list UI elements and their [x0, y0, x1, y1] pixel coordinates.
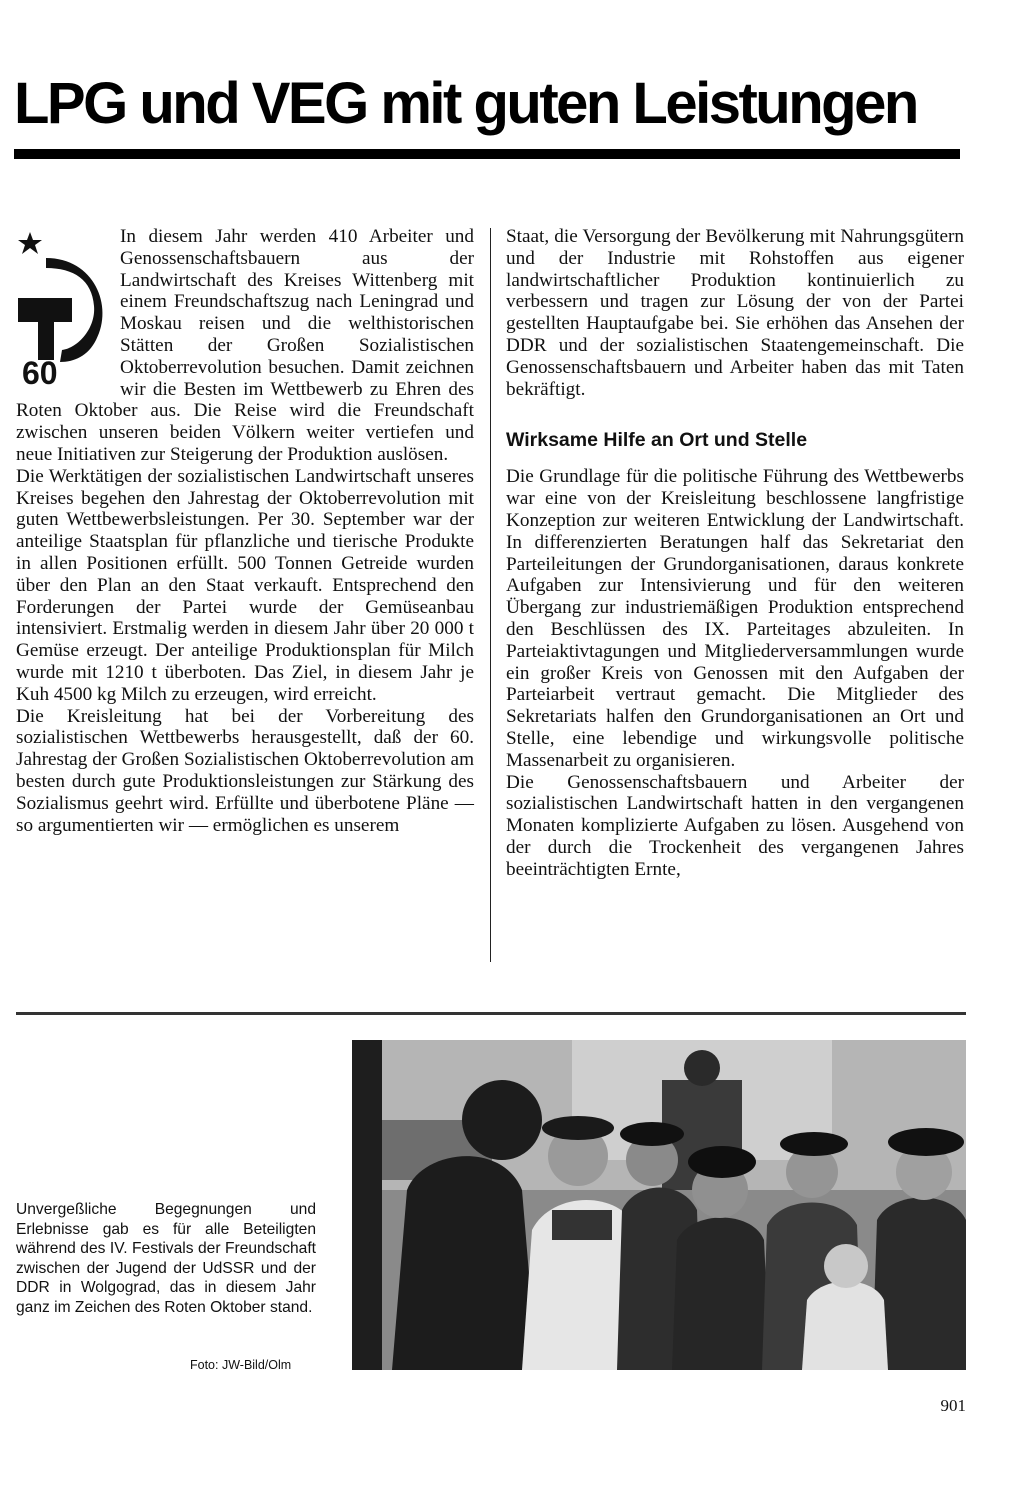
headline-rule: [14, 149, 960, 159]
body-paragraph: Die Werktätigen der sozialistischen Landwirtschaft unseres Kreises begehen den Jahrestag der Oktoberrevolution mit guten Wettbewerbsleistungen. Per 30. September war der anteilige Staatsplan für pflanzliche und tierische Produkte in allen Positionen erfüllt. 500 Tonnen Getreide wurden über den Plan an den Staat verkauft. Entsprechend den Forderungen der Partei wurde der Gemüseanbau intensiviert. Erstmalig werden in diesem Jahr über 20 000 t Gemüse erzeugt. Der anteilige Produktionsplan für Milch wurde mit 1210 t überboten. Das Ziel, in diesem Jahr je Kuh 4500 kg Milch zu erzeugen, wird erreicht.: [16, 465, 474, 705]
emblem-label: 60: [22, 355, 58, 386]
photo-credit: Foto: JW-Bild/Olm: [190, 1358, 292, 1372]
photo-caption: Unvergeßliche Begegnungen und Erlebnisse gab es für alle Beteiligten während des IV. Festivals der Freundschaft zwischen der Jugend der UdSSR und der DDR in Wolgograd, das in diesem Jahr ganz im Zeichen des Roten Oktober stand.: [16, 1201, 316, 1316]
body-paragraph: Die Genossenschaftsbauern und Arbeiter der sozialistischen Landwirtschaft hatten in den vergangenen Monaten komplizierte Aufgaben zu lösen. Ausgehend von der durch die Trockenheit des vergangenen Jahres beeinträchtigten Ernte,: [506, 771, 964, 880]
hammer-sickle-60-emblem-icon: [16, 228, 114, 386]
group-photo-soldiers-and-youth-icon: [352, 1040, 966, 1370]
headline: LPG und VEG mit guten Leistungen: [14, 71, 917, 136]
section-subheading: Wirksame Hilfe an Ort und Stelle: [506, 429, 808, 452]
body-paragraph: In diesem Jahr werden 410 Arbeiter und Genossenschaftsbauern aus der Landwirtschaft des Kreises Wittenberg mit einem Freundschaftszug nach Leningrad und Moskau reisen und die welthistorischen Stätten der Großen Sozialistischen Oktoberrevolution besuchen. Damit zeichnen wir die Besten im Wettbewerb zu Ehren des Roten Oktober aus. Die Reise wird die Freundschaft zwischen unseren beiden Völkern weiter vertiefen und neue Initiativen zur Steigerung der Produktion auslösen.: [16, 226, 474, 465]
column-divider: [490, 228, 491, 962]
page-number: 901: [940, 1396, 966, 1415]
body-paragraph: Die Kreisleitung hat bei der Vorbereitung des sozialistischen Wettbewerbs herausgestellt, daß der 60. Jahrestag der Großen Sozialistischen Oktoberrevolution am besten durch gute Produktionsleistungen zur Stärkung des Sozialismus geehrt wird. Erfüllte und überbotene Pläne — so argumentierten wir — ermöglichen es unserem: [16, 705, 474, 836]
left-column: [16, 226, 474, 836]
photo-separator-rule: [16, 1012, 966, 1015]
right-column: [506, 226, 964, 881]
body-paragraph: Die Grundlage für die politische Führung des Wettbewerbs war eine von der Kreisleitung beschlossene langfristige Konzeption zur weiteren Entwicklung der Landwirtschaft. In differenzierten Beratungen half das Sekretariat den Parteileitungen der Grundorganisationen, daraus konkrete Aufgaben zur Intensivierung und für den weiteren Übergang zur industriemäßigen Produktion entsprechend den Beschlüssen des IX. Parteitages abzuleiten. In Parteiaktivtagungen und Mitgliederversammlungen wurde ein großer Kreis von Genossen mit den Aufgaben der Parteiarbeit vertraut gemacht. Die Mitglieder des Sekretariats halfen den Grundorganisationen an Ort und Stelle, eine lebendige und wirkungsvolle politische Massenarbeit zu organisieren.: [506, 466, 964, 771]
body-paragraph: Staat, die Versorgung der Bevölkerung mit Nahrungsgütern und der Industrie mit Rohstoffen aus eigener landwirtschaftlicher Produktion kontinuierlich zu verbessern und tragen zur Lösung der von der Partei gestellten Hauptaufgabe bei. Sie erhöhen das Ansehen der DDR und der sozialistischen Staatengemeinschaft. Die Genossenschaftsbauern und Arbeiter haben das mit Taten bekräftigt.: [506, 226, 964, 400]
